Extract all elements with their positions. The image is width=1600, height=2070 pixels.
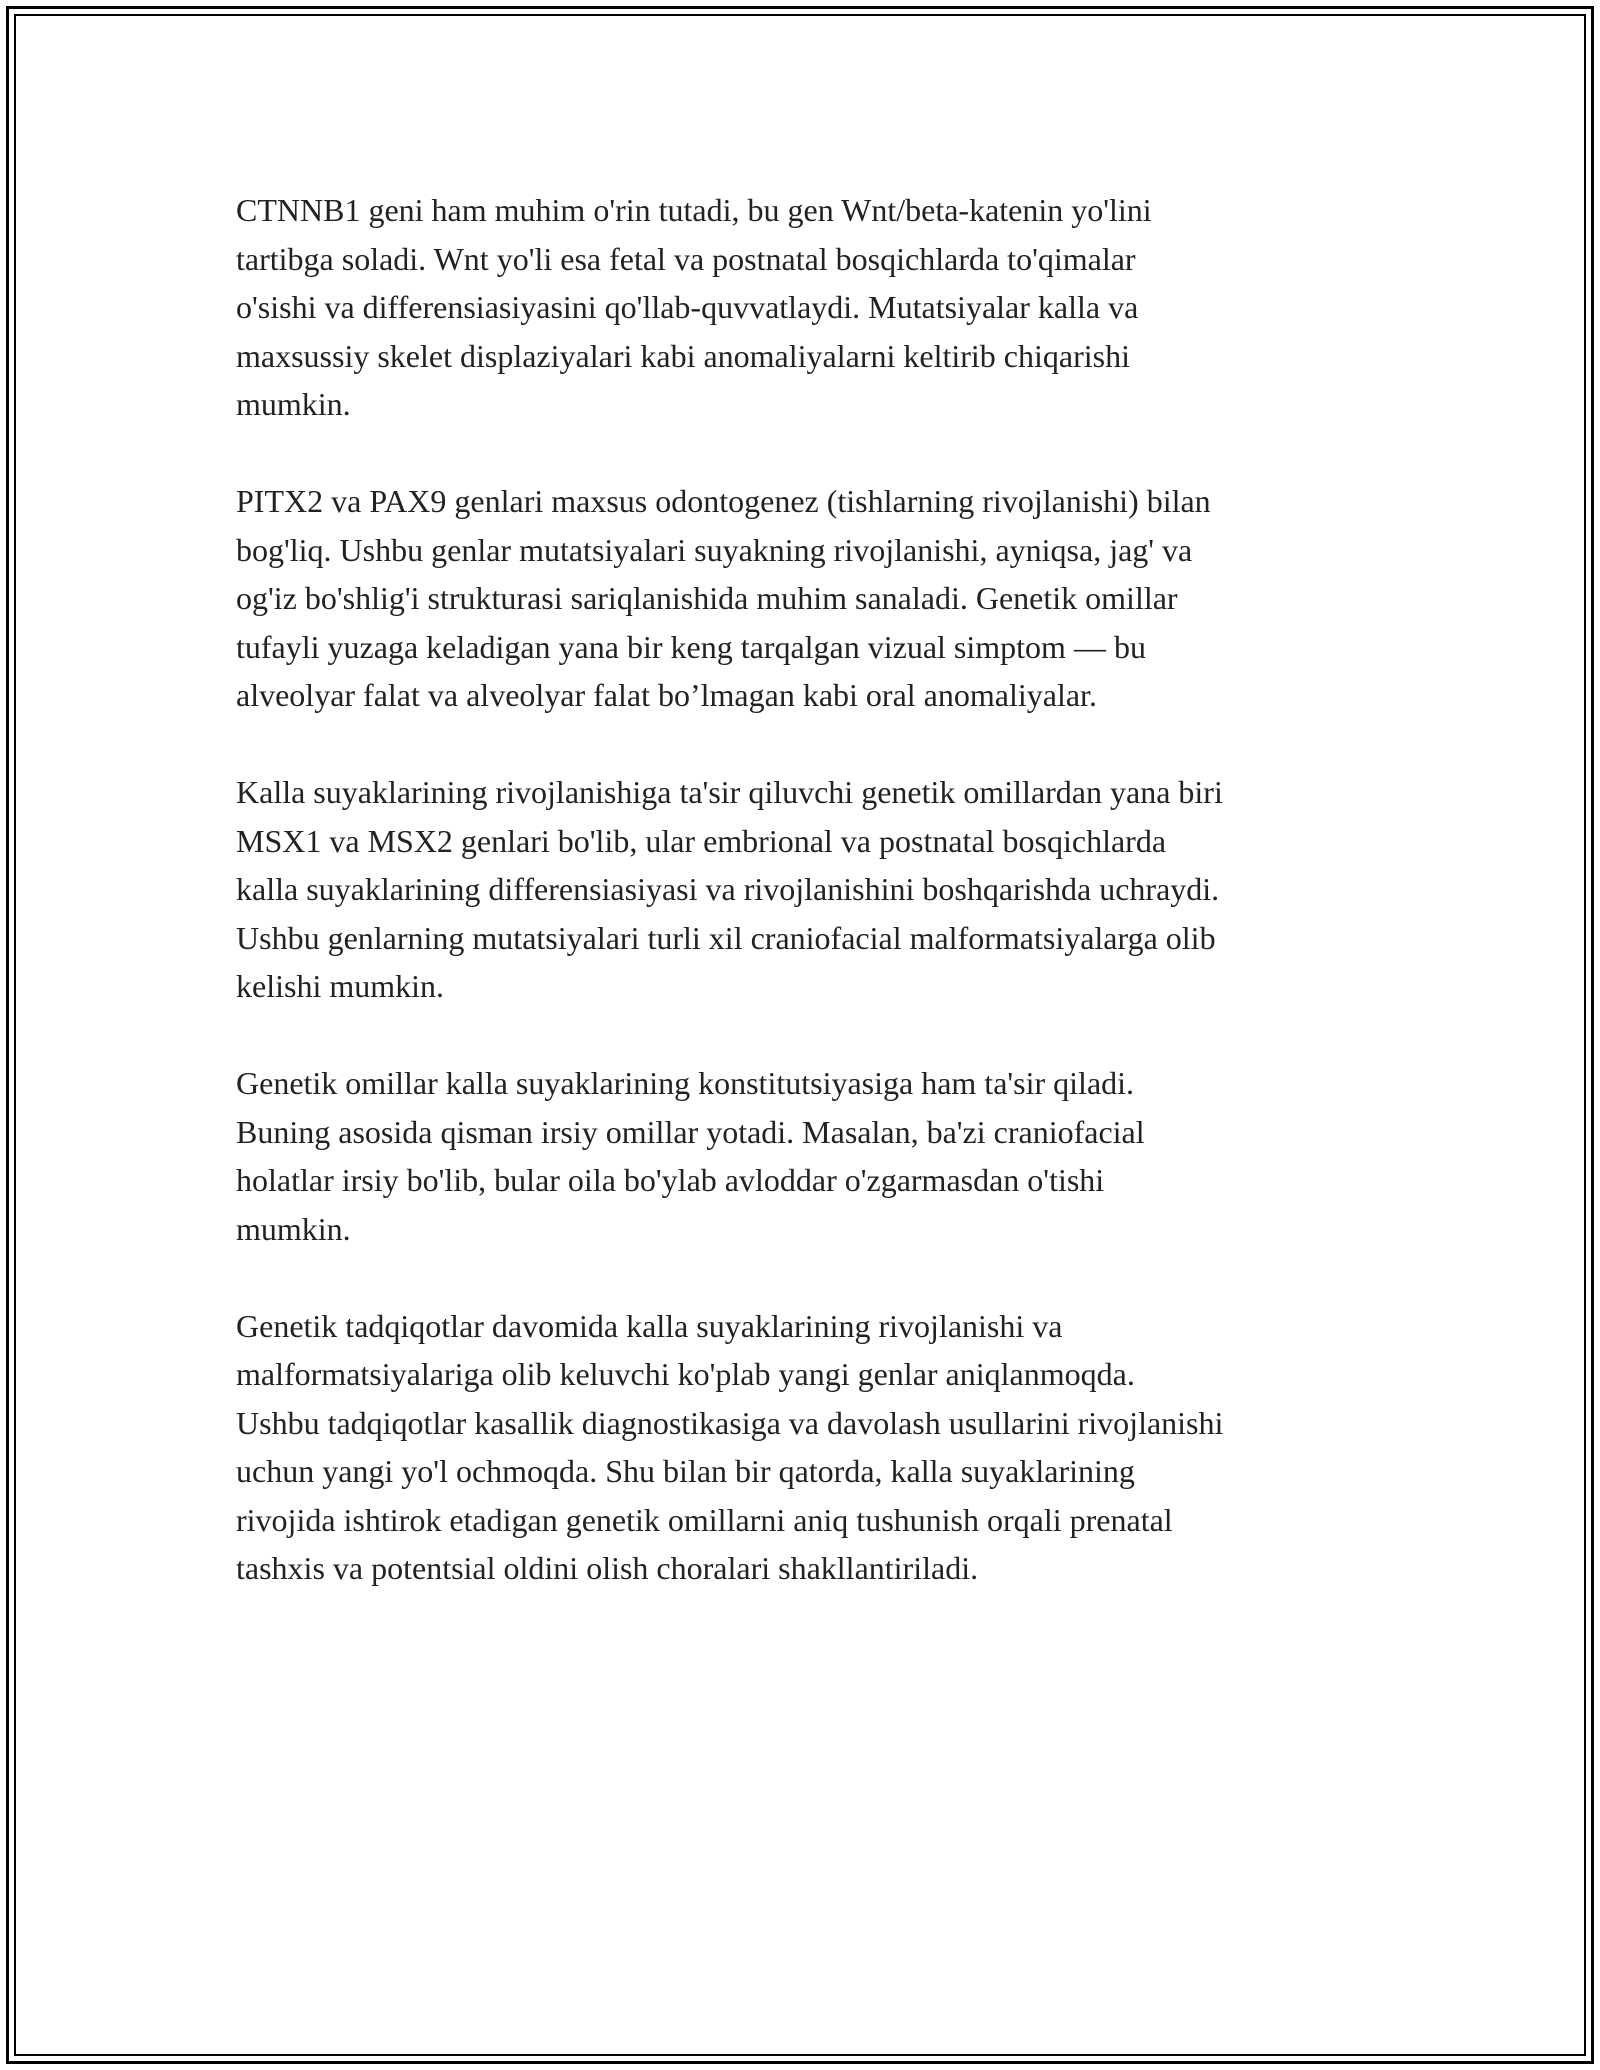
paragraph-tadqiqotlar: Genetik tadqiqotlar davomida kalla suyaklarining rivojlanishi va malformatsiyalariga olib keluvchi ko'plab yangi genlar aniqlanmoqda. Ushbu tadqiqotlar kasallik diagnostikasiga va davolash usullarini rivojlanishi uchun yangi yo'l ochmoqda. Shu bilan bir qatorda, kalla suyaklarining rivojida ishtirok etadigan genetik omillarni aniq tushunish orqali prenatal tashxis va potentsial oldini olish choralari shakllantiriladi. — [236, 1307, 1224, 1586]
paragraph-msx1-msx2: Kalla suyaklarining rivojlanishiga ta'sir qiluvchi genetik omillardan yana biri MSX1 va MSX2 genlari bo'lib, ular embrional va postnatal bosqichlarda kalla suyaklarining differensiasiyasi va rivojlanishini boshqarishda uchraydi. Ushbu genlarning mutatsiyalari turli xil craniofacial malformatsiyalarga olib kelishi mumkin. — [236, 774, 1223, 1004]
paragraph-ctnnb1: CTNNB1 geni ham muhim o'rin tutadi, bu gen Wnt/beta-katenin yo'lini tartibga soladi. Wnt yo'li esa fetal va postnatal bosqichlarda to'qimalar o'sishi va differensiasiyasini qo'llab-quvvatlaydi. Mutatsiyalar kalla va maxsussiy skelet displaziyalari kabi anomaliyalarni keltirib chiqarishi mumkin. — [236, 192, 1152, 422]
document-body — [236, 186, 1376, 1641]
paragraph-konstitutsiya: Genetik omillar kalla suyaklarining konstitutsiyasiga ham ta'sir qiladi. Buning asosida qisman irsiy omillar yotadi. Masalan, ba'zi craniofacial holatlar irsiy bo'lib, bular oila bo'ylab avloddar o'zgarmasdan o'tishi mumkin. — [236, 1065, 1145, 1247]
paragraph-pitx2-pax9: PITX2 va PAX9 genlari maxsus odontogenez (tishlarning rivojlanishi) bilan bog'liq. Ushbu genlar mutatsiyalari suyakning rivojlanishi, ayniqsa, jag' va og'iz bo'shlig'i strukturasi sariqlanishida muhim sanaladi. Genetik omillar tufayli yuzaga keladigan yana bir keng tarqalgan vizual simptom — bu alveolyar falat va alveolyar falat bo’lmagan kabi oral anomaliyalar. — [236, 483, 1211, 713]
